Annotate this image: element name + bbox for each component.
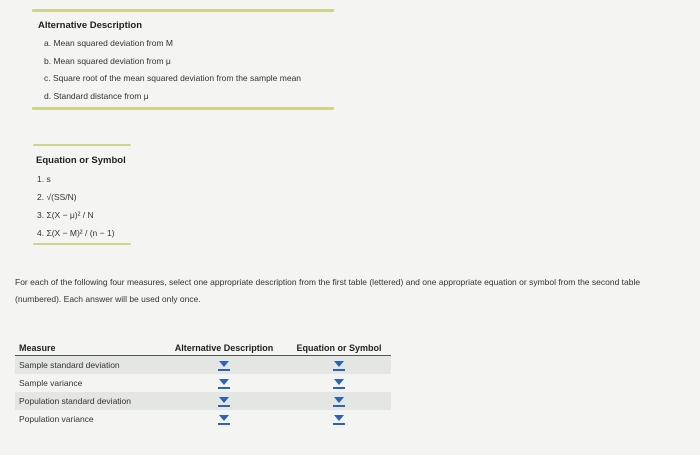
table-row — [15, 356, 391, 375]
eq-box-top-rule — [33, 144, 131, 146]
chevron-down-icon — [219, 361, 229, 367]
alt-item-a: a. Mean squared deviation from M — [44, 38, 173, 48]
chevron-down-icon — [334, 397, 344, 403]
chevron-down-icon — [334, 415, 344, 421]
eq-box-bottom-rule — [33, 243, 131, 245]
header-measure: Measure — [15, 340, 161, 356]
chevron-down-icon — [219, 379, 229, 385]
alt-item-d: d. Standard distance from μ — [44, 91, 149, 101]
chevron-down-icon — [334, 361, 344, 367]
measure-label: Sample variance — [19, 378, 83, 388]
answer-table — [15, 340, 391, 428]
eq-item-1: 1. s — [37, 174, 51, 184]
table-row — [15, 374, 391, 392]
alt-item-b: b. Mean squared deviation from μ — [44, 56, 171, 66]
table-row — [15, 392, 391, 410]
chevron-down-icon — [334, 379, 344, 385]
header-alternative-description: Alternative Description — [161, 340, 287, 356]
measure-label: Sample standard deviation — [15, 356, 161, 375]
alt-item-c: c. Square root of the mean squared deviation from the sample mean — [44, 73, 302, 83]
alt-box-top-rule — [32, 9, 334, 12]
equation-dropdown[interactable] — [333, 378, 345, 388]
eq-item-2: 2. √(SS/N) — [37, 192, 77, 202]
chevron-down-icon — [219, 397, 229, 403]
equation-dropdown[interactable] — [333, 414, 345, 424]
table-row — [15, 410, 391, 428]
measure-label: Population variance — [19, 414, 94, 424]
description-dropdown[interactable] — [218, 414, 230, 424]
equation-dropdown[interactable] — [333, 360, 345, 370]
eq-item-4: 4. Σ(X − M)² / (n − 1) — [37, 228, 115, 238]
alt-box-bottom-rule — [32, 107, 334, 110]
equation-dropdown[interactable] — [333, 396, 345, 406]
chevron-down-icon — [219, 415, 229, 421]
eq-box-title: Equation or Symbol — [36, 155, 126, 166]
eq-item-3: 3. Σ(X − μ)² / N — [37, 210, 94, 220]
alt-box-title: Alternative Description — [38, 20, 142, 31]
description-dropdown[interactable] — [218, 396, 230, 406]
instructions-text: For each of the following four measures, select one appropriate description from the first table (lettered) and one appropriate equation or symbol from the second table (numbered). Each answer will be used only once. — [15, 277, 641, 304]
description-dropdown[interactable] — [218, 378, 230, 388]
description-dropdown[interactable] — [218, 360, 230, 370]
header-equation-or-symbol: Equation or Symbol — [287, 340, 391, 356]
measure-label: Population standard deviation — [15, 392, 161, 410]
